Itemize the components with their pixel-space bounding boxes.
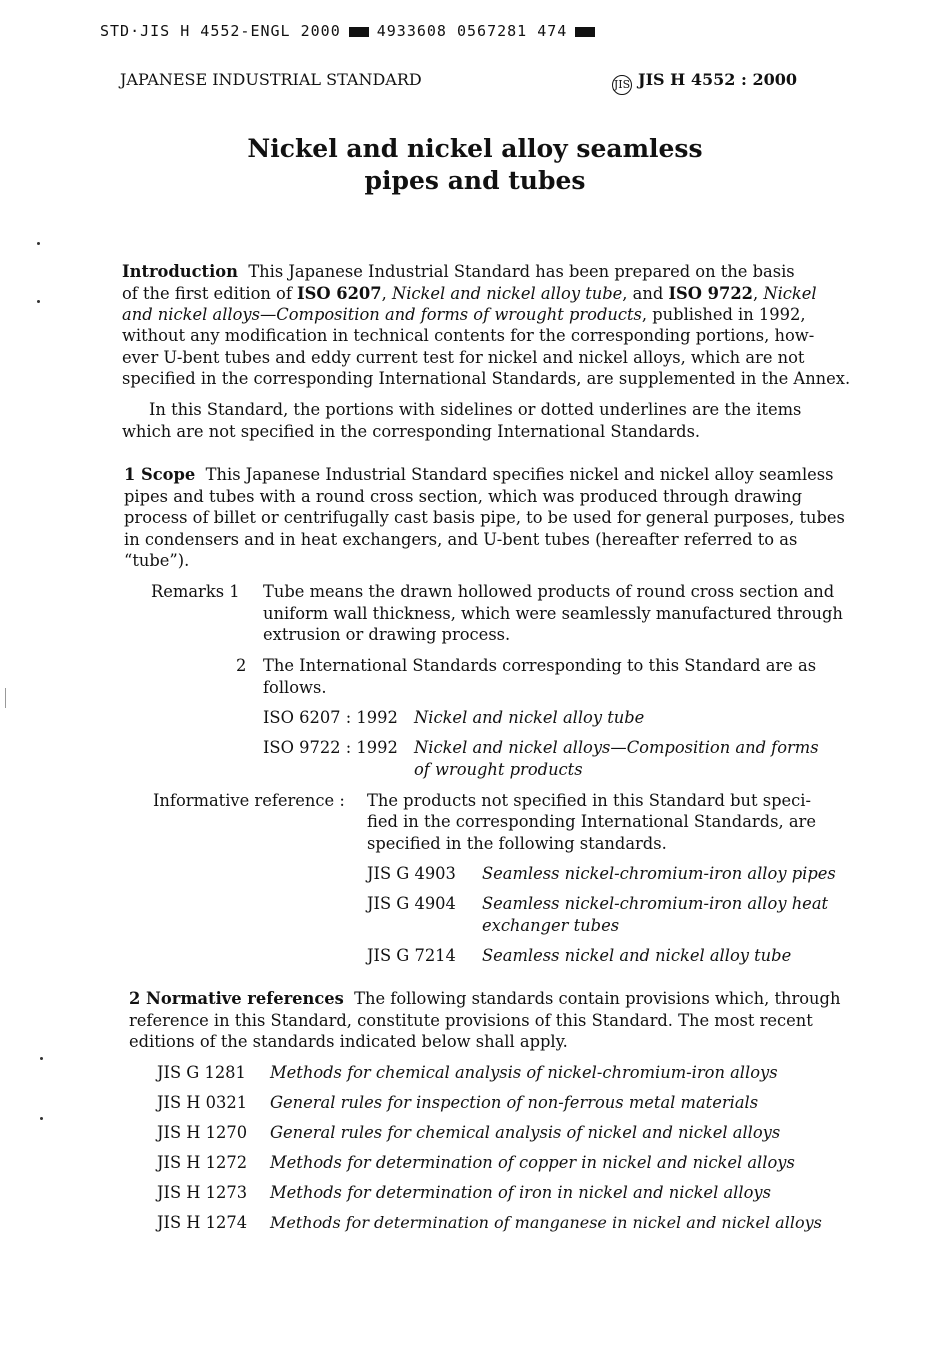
normative-ref-code: JIS H 1272: [157, 1153, 248, 1172]
intro-line: In this Standard, the portions with sidelines or dotted underlines are the items: [149, 400, 802, 419]
jis-mark-icon: JIS: [612, 75, 632, 95]
intro-line: without any modification in technical contents for the corresponding portions, how-: [122, 326, 815, 345]
intro-line: which are not specified in the corresponding International Standards.: [122, 422, 701, 441]
scan-speck: [37, 242, 40, 245]
remark-line: extrusion or drawing process.: [263, 625, 511, 644]
normative-ref-code: JIS H 0321: [157, 1093, 248, 1112]
jis-ref-code: JIS G 4903: [367, 864, 456, 883]
informative-line: specified in the following standards.: [367, 834, 667, 853]
standard-type: JAPANESE INDUSTRIAL STANDARD: [120, 70, 422, 89]
standard-number: [612, 70, 797, 95]
scope-line: in condensers and in heat exchangers, and U-bent tubes (hereafter referred to as: [124, 530, 798, 549]
iso-ref-title: Nickel and nickel alloy tube: [414, 708, 645, 727]
barcode-block: [575, 27, 595, 37]
normative-line: reference in this Standard, constitute provisions of this Standard. The most recent: [129, 1011, 813, 1030]
remark-line: uniform wall thickness, which were seamlessly manufactured through: [263, 604, 843, 623]
remark-number: 2: [236, 656, 247, 675]
informative-line: fied in the corresponding International Standards, are: [367, 812, 816, 831]
intro-line: Introduction This Japanese Industrial Standard has been prepared on the basis: [122, 262, 795, 281]
informative-reference-label: Informative reference :: [153, 791, 345, 810]
document-serial: 4933608 0567281 474: [376, 22, 568, 40]
informative-line: The products not specified in this Standard but speci-: [367, 791, 811, 810]
iso-ref-code: ISO 9722 : 1992: [263, 738, 398, 757]
scan-speck: [37, 300, 40, 303]
normative-ref-title: Methods for chemical analysis of nickel-chromium-iron alloys: [270, 1063, 778, 1082]
normative-ref-code: JIS H 1270: [157, 1123, 248, 1142]
jis-ref-title: exchanger tubes: [482, 916, 620, 935]
remark-line: The International Standards corresponding to this Standard are as: [263, 656, 817, 675]
intro-heading: Introduction: [122, 262, 238, 281]
intro-line: specified in the corresponding International Standards, are supplemented in the Annex.: [122, 369, 851, 388]
jis-ref-code: JIS G 7214: [367, 946, 456, 965]
scan-speck: [40, 1117, 43, 1120]
barcode-block: [349, 27, 369, 37]
normative-ref-code: JIS H 1274: [157, 1213, 248, 1232]
page-title-line-1: Nickel and nickel alloy seamless: [247, 134, 703, 163]
standard-code: JIS H 4552 : 2000: [638, 70, 797, 89]
iso-ref-title: of wrought products: [414, 760, 583, 779]
iso-ref-title: Nickel and nickel alloys—Composition and forms: [414, 738, 819, 757]
normative-ref-title: Methods for determination of iron in nickel and nickel alloys: [270, 1183, 771, 1202]
scope-line: pipes and tubes with a round cross section, which was produced through drawing: [124, 487, 803, 506]
intro-line: ever U-bent tubes and eddy current test for nickel and nickel alloys, which are not: [122, 348, 805, 367]
normative-ref-title: Methods for determination of copper in nickel and nickel alloys: [270, 1153, 795, 1172]
normative-ref-code: JIS G 1281: [157, 1063, 246, 1082]
scope-line: 1 Scope This Japanese Industrial Standard specifies nickel and nickel alloy seamless: [124, 465, 834, 484]
remark-line: Tube means the drawn hollowed products of round cross section and: [263, 582, 835, 601]
remarks-label: Remarks 1: [151, 582, 240, 601]
normative-ref-title: General rules for chemical analysis of nickel and nickel alloys: [270, 1123, 781, 1142]
remark-line: follows.: [263, 678, 327, 697]
scan-mark: [5, 688, 6, 708]
document-id-line: [100, 22, 603, 40]
scope-line: process of billet or centrifugally cast basis pipe, to be used for general purposes, tubes: [124, 508, 845, 527]
intro-line: of the first edition of ISO 6207, Nickel and nickel alloy tube, and ISO 9722, Nickel: [122, 284, 817, 303]
iso-ref-code: ISO 6207 : 1992: [263, 708, 398, 727]
normative-ref-title: General rules for inspection of non-ferrous metal materials: [270, 1093, 759, 1112]
scan-speck: [40, 1057, 43, 1060]
normative-ref-code: JIS H 1273: [157, 1183, 248, 1202]
normative-ref-title: Methods for determination of manganese in nickel and nickel alloys: [270, 1213, 822, 1232]
jis-ref-title: Seamless nickel-chromium-iron alloy pipes: [482, 864, 836, 883]
scope-heading: 1 Scope: [124, 465, 196, 484]
jis-ref-title: Seamless nickel and nickel alloy tube: [482, 946, 792, 965]
normative-line: 2 Normative references The following standards contain provisions which, through: [129, 989, 841, 1008]
jis-ref-code: JIS G 4904: [367, 894, 456, 913]
jis-ref-title: Seamless nickel-chromium-iron alloy heat: [482, 894, 829, 913]
page-title-line-2: pipes and tubes: [364, 166, 586, 195]
intro-line: and nickel alloys—Composition and forms of wrought products, published in 1992,: [122, 305, 806, 324]
document-id: STD·JIS H 4552-ENGL 2000: [100, 22, 341, 40]
scope-line: “tube”).: [124, 551, 190, 570]
normative-heading: 2 Normative references: [129, 989, 344, 1008]
normative-line: editions of the standards indicated below shall apply.: [129, 1032, 568, 1051]
